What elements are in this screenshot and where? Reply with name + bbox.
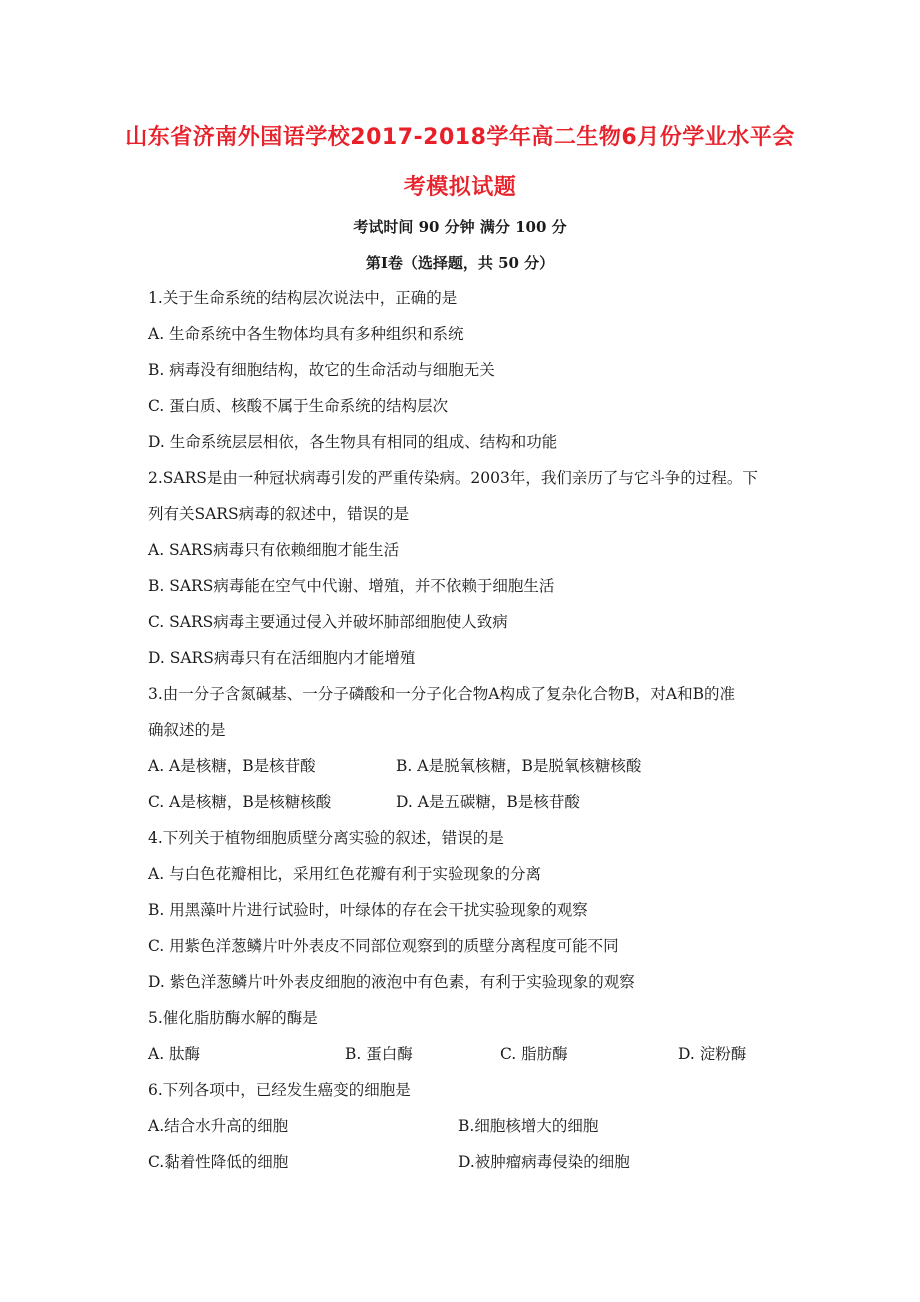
doc-title-line2: 考模拟试题 [403,175,517,200]
q3-stem-line2: 确叙述的是 [148,721,226,739]
q3-option-a: A. A是核糖，B是核苷酸 [148,757,316,775]
q2-option-a: A. SARS病毒只有依赖细胞才能生活 [148,541,400,559]
q1-option-c: C. 蛋白质、核酸不属于生命系统的结构层次 [148,397,449,415]
q5-option-a: A. 肽酶 [148,1045,201,1063]
q1-option-a: A. 生命系统中各生物体均具有多种组织和系统 [148,325,464,343]
q6-option-c: C.黏着性降低的细胞 [148,1153,289,1171]
q6-option-a: A.结合水升高的细胞 [148,1117,289,1135]
q1-option-d: D. 生命系统层层相依，各生物具有相同的组成、结构和功能 [148,433,558,451]
q3-option-d: D. A是五碳糖，B是核苷酸 [396,793,580,811]
q6-option-b: B.细胞核增大的细胞 [458,1117,599,1135]
q2-option-d: D. SARS病毒只有在活细胞内才能增殖 [148,649,416,667]
q4-option-d: D. 紫色洋葱鳞片叶外表皮细胞的液泡中有色素，有利于实验现象的观察 [148,973,635,991]
q5-option-c: C. 脂肪酶 [500,1045,568,1063]
q5-option-b: B. 蛋白酶 [345,1045,413,1063]
q1-option-b: B. 病毒没有细胞结构，故它的生命活动与细胞无关 [148,361,495,379]
q3-option-b: B. A是脱氧核糖，B是脱氧核糖核酸 [396,757,642,775]
q1-stem: 1.关于生命系统的结构层次说法中，正确的是 [148,289,458,307]
section-title: 第Ⅰ卷（选择题，共 50 分） [365,254,555,272]
q3-stem-line1: 3.由一分子含氮碱基、一分子磷酸和一分子化合物A构成了复杂化合物B，对A和B的准 [148,685,735,703]
q5-option-d: D. 淀粉酶 [678,1045,747,1063]
q6-stem: 6.下列各项中，已经发生癌变的细胞是 [148,1081,411,1099]
q4-option-c: C. 用紫色洋葱鳞片叶外表皮不同部位观察到的质壁分离程度可能不同 [148,937,619,955]
q3-option-c: C. A是核糖，B是核糖核酸 [148,793,332,811]
q4-option-b: B. 用黑藻叶片进行试验时，叶绿体的存在会干扰实验现象的观察 [148,901,588,919]
q4-option-a: A. 与白色花瓣相比，采用红色花瓣有利于实验现象的分离 [148,865,542,883]
q2-stem-line2: 列有关SARS病毒的叙述中，错误的是 [148,505,410,523]
q2-option-c: C. SARS病毒主要通过侵入并破坏肺部细胞使人致病 [148,613,508,631]
exam-info: 考试时间 90 分钟 满分 100 分 [353,218,567,236]
q6-option-d: D.被肿瘤病毒侵染的细胞 [458,1153,630,1171]
q4-stem: 4.下列关于植物细胞质壁分离实验的叙述，错误的是 [148,829,504,847]
q5-stem: 5.催化脂肪酶水解的酶是 [148,1009,318,1027]
q2-stem-line1: 2.SARS是由一种冠状病毒引发的严重传染病。2003年，我们亲历了与它斗争的过程。下 [148,469,758,487]
doc-title-line1: 山东省济南外国语学校2017-2018学年高二生物6月份学业水平会 [125,125,795,150]
q2-option-b: B. SARS病毒能在空气中代谢、增殖，并不依赖于细胞生活 [148,577,555,595]
